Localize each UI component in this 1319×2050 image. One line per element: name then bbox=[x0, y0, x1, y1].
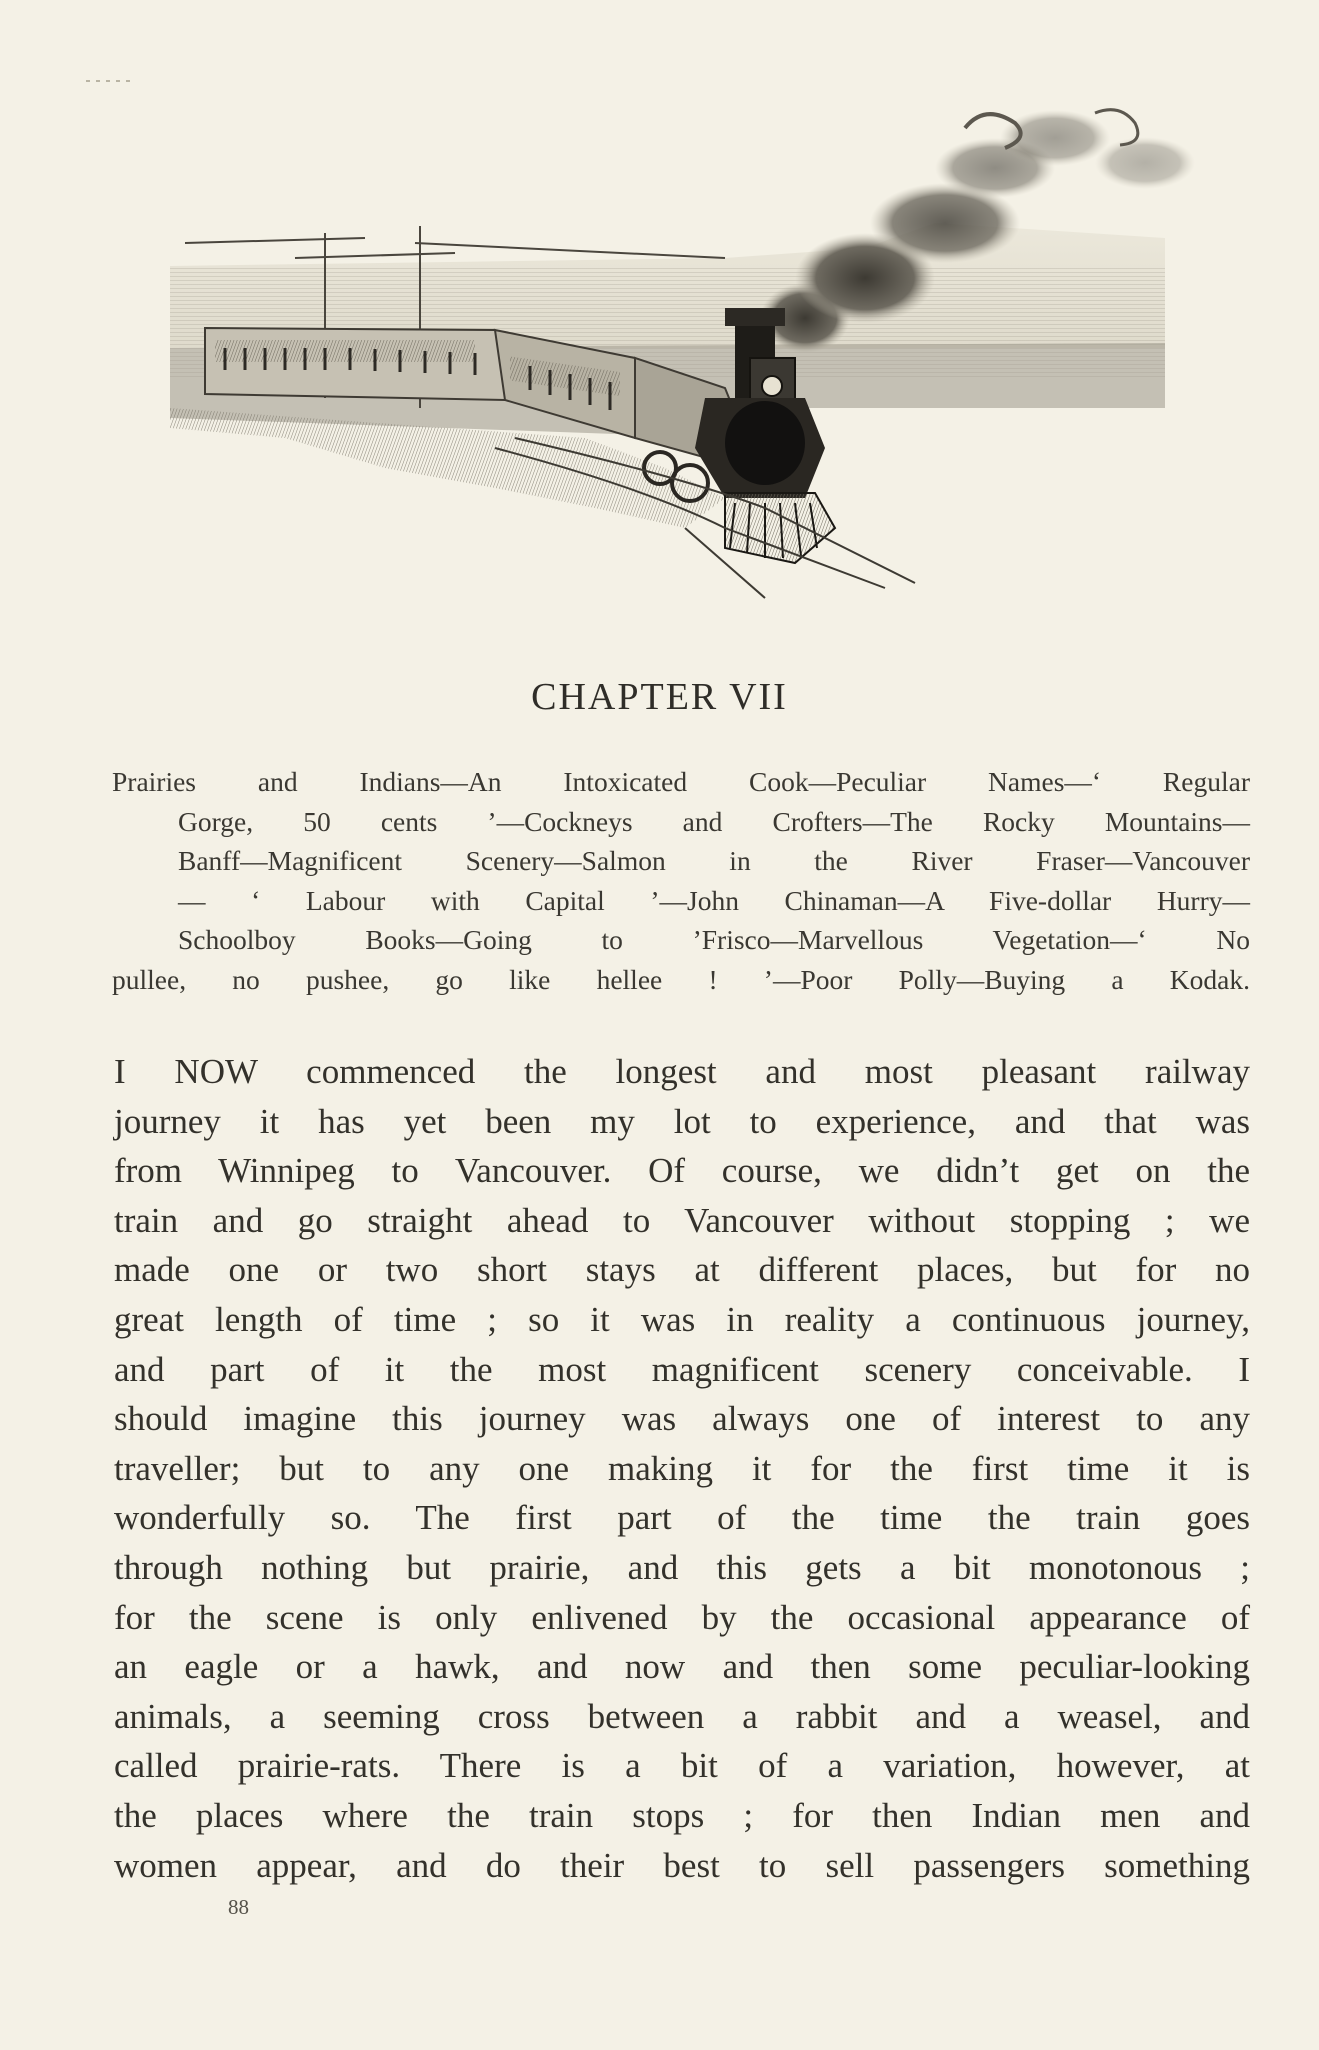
body-line: from Winnipeg to Vancouver. Of course, we didn’t get on the bbox=[114, 1151, 1250, 1191]
body-line: journey it has yet been my lot to experience, and that was bbox=[114, 1101, 1250, 1141]
body-line: should imagine this journey was always one of interest to any bbox=[114, 1399, 1250, 1439]
page-number: 88 bbox=[228, 1895, 249, 1919]
body-line: and part of it the most magnificent scenery conceivable. I bbox=[114, 1349, 1250, 1389]
body-line: the places where the train stops ; for then Indian men and bbox=[114, 1795, 1250, 1835]
body-line: women appear, and do their best to sell passengers something bbox=[114, 1845, 1250, 1885]
chapter-body-text bbox=[114, 1047, 1250, 1890]
synopsis-line: Prairies and Indians—An Intoxicated Cook—Peculiar Names—‘ Regular bbox=[112, 766, 1250, 797]
chapter-synopsis bbox=[112, 762, 1250, 999]
synopsis-line: pullee, no pushee, go like hellee ! ’—Poor Polly—Buying a Kodak. bbox=[112, 963, 1250, 995]
body-line: animals, a seeming cross between a rabbit and a weasel, and bbox=[114, 1696, 1250, 1736]
synopsis-line: Schoolboy Books—Going to ’Frisco—Marvellous Vegetation—‘ No bbox=[178, 924, 1250, 955]
body-line: great length of time ; so it was in reality a continuous journey, bbox=[114, 1299, 1250, 1339]
body-line: made one or two short stays at different places, but for no bbox=[114, 1250, 1250, 1290]
steam-train-illustration bbox=[165, 108, 1215, 608]
body-line: an eagle or a hawk, and now and then some peculiar-looking bbox=[114, 1647, 1250, 1687]
body-line: wonderfully so. The first part of the time the train goes bbox=[114, 1498, 1250, 1538]
body-line: train and go straight ahead to Vancouver without stopping ; we bbox=[114, 1200, 1250, 1240]
body-line: traveller; but to any one making it for the first time it is bbox=[114, 1448, 1250, 1488]
chapter-title: CHAPTER VII bbox=[531, 676, 788, 718]
body-line: through nothing but prairie, and this gets a bit monotonous ; bbox=[114, 1547, 1250, 1587]
synopsis-line: — ‘ Labour with Capital ’—John Chinaman—A Five-dollar Hurry— bbox=[178, 884, 1250, 916]
synopsis-line: Banff—Magnificent Scenery—Salmon in the River Fraser—Vancouver bbox=[178, 845, 1250, 876]
print-speck bbox=[86, 80, 136, 82]
body-line: for the scene is only enlivened by the occasional appearance of bbox=[114, 1597, 1250, 1637]
body-line: I NOW commenced the longest and most pleasant railway bbox=[114, 1052, 1250, 1091]
synopsis-line: Gorge, 50 cents ’—Cockneys and Crofters—The Rocky Mountains— bbox=[178, 805, 1250, 837]
body-line: called prairie-rats. There is a bit of a variation, however, at bbox=[114, 1746, 1250, 1786]
